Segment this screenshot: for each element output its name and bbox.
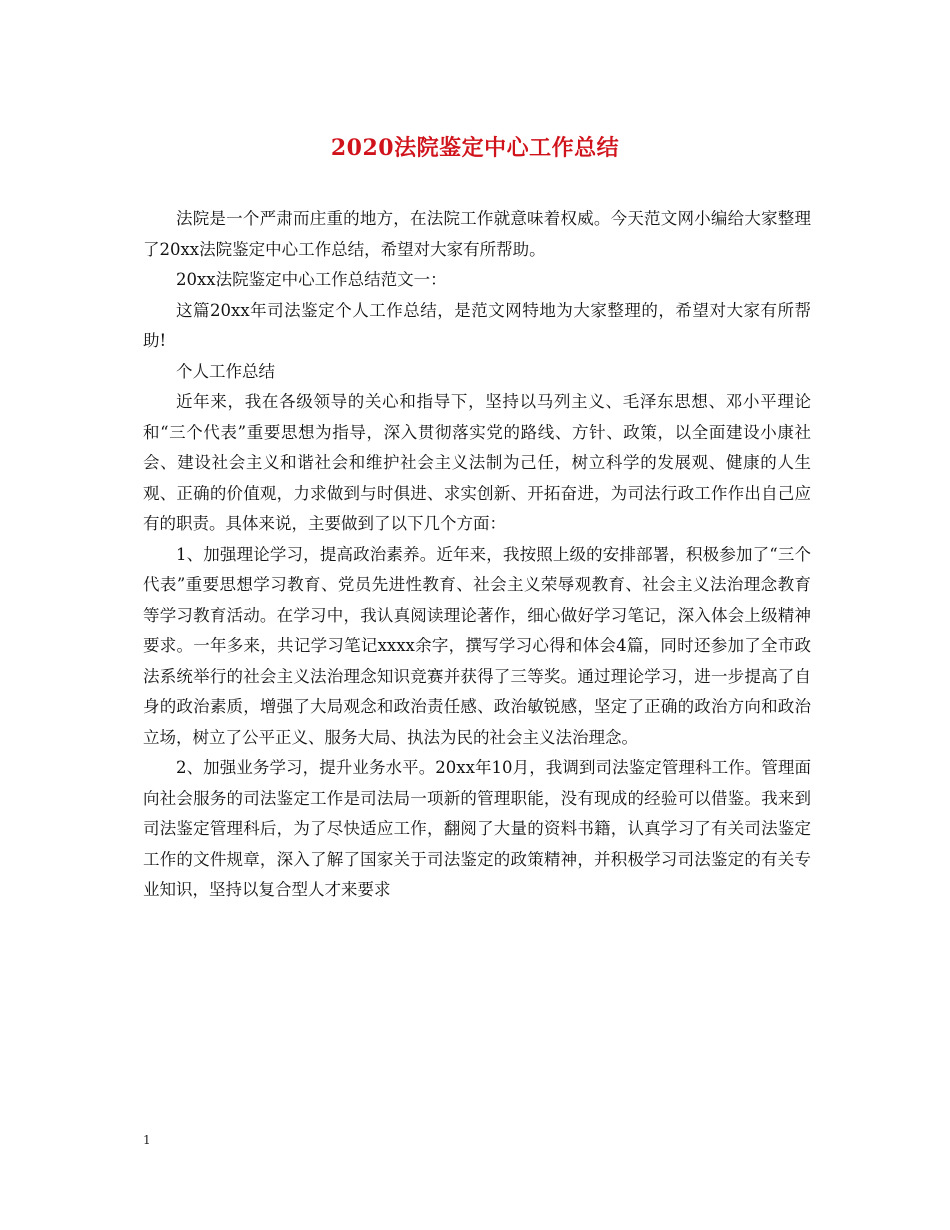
- document-body: [143, 204, 811, 906]
- paragraph-business-study: 2、加强业务学习，提升业务水平。20xx年10月，我调到司法鉴定管理科工作。管理面向社会服务的司法鉴定工作是司法局一项新的管理职能，没有现成的经验可以借鉴。我来到司法鉴定管理科后，为了尽快适应工作，翻阅了大量的资料书籍，认真学习了有关司法鉴定工作的文件规章，深入了解了国家关于司法鉴定的政策精神，并积极学习司法鉴定的有关专业知识，坚持以复合型人才来要求: [143, 758, 811, 899]
- paragraph-section-heading: 个人工作总结: [176, 361, 275, 381]
- paragraph-intro: 法院是一个严肃而庄重的地方，在法院工作就意味着权威。今天范文网小编给大家整理了20xx法院鉴定中心工作总结，希望对大家有所帮助。: [143, 209, 811, 259]
- paragraph-overview: 近年来，我在各级领导的关心和指导下，坚持以马列主义、毛泽东思想、邓小平理论和“三个代表”重要思想为指导，深入贯彻落实党的路线、方针、政策，以全面建设小康社会、建设社会主义和谐社会和维护社会主义法制为己任，树立科学的发展观、健康的人生观、正确的价值观，力求做到与时俱进、求实创新、开拓奋进，为司法行政工作作出自己应有的职责。具体来说，主要做到了以下几个方面：: [143, 392, 811, 533]
- paragraph-theory-study: 1、加强理论学习，提高政治素养。近年来，我按照上级的安排部署，积极参加了“三个代表”重要思想学习教育、党员先进性教育、社会主义荣辱观教育、社会主义法治理念教育等学习教育活动。在学习中，我认真阅读理论著作，细心做好学习笔记，深入体会上级精神要求。一年多来，共记学习笔记xxxx余字，撰写学习心得和体会4篇，同时还参加了全市政法系统举行的社会主义法治理念知识竞赛并获得了三等奖。通过理论学习，进一步提高了自身的政治素质，增强了大局观念和政治责任感、政治敏锐感，坚定了正确的政治方向和政治立场，树立了公平正义、服务大局、执法为民的社会主义法治理念。: [143, 544, 811, 747]
- document-title: 2020法院鉴定中心工作总结: [330, 135, 620, 161]
- page-number: 1: [143, 1133, 151, 1147]
- paragraph-note: 这篇20xx年司法鉴定个人工作总结，是范文网特地为大家整理的，希望对大家有所帮助!: [143, 300, 811, 350]
- paragraph-sample-heading: 20xx法院鉴定中心工作总结范文一：: [176, 270, 447, 289]
